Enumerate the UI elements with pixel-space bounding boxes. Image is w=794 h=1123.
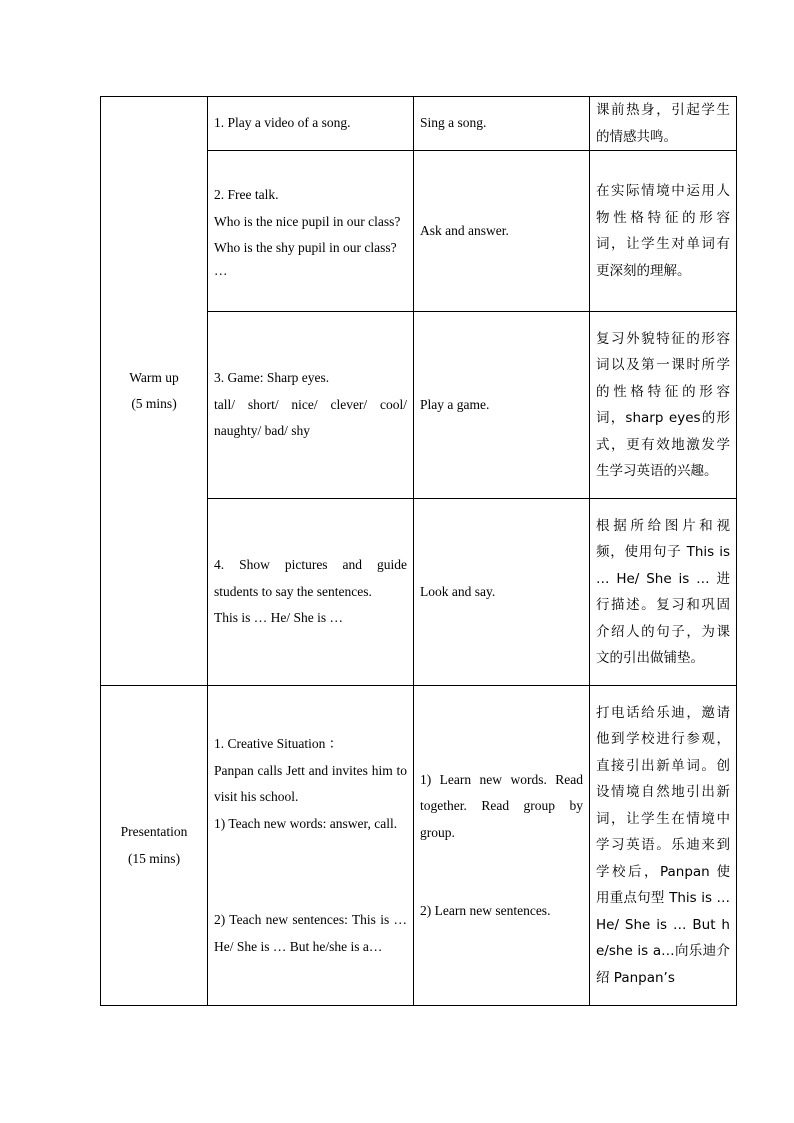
purpose-text: 复习外貌特征的形容词以及第一课时所学的性格特征的形容词，sharp eyes的形式，更有效地激发学生学习英语的兴趣。	[596, 330, 730, 479]
teacher-activity-line: 3. Game: Sharp eyes.	[214, 370, 330, 386]
teacher-activity-line: 2) Teach new sentences: This is … He/ She is … But he/she is a…	[214, 912, 407, 954]
teacher-activity-line: 1. Play a video of a song.	[214, 115, 351, 131]
student-activity-text: Ask and answer.	[420, 222, 509, 238]
student-activity-text: Play a game.	[420, 396, 490, 412]
student-activity-cell	[414, 97, 590, 151]
student-activity-cell	[414, 686, 590, 1006]
purpose-text: 根据所给图片和视频，使用句子 This is … He/ She is … 进行描述。复习和巩固介绍人的句子，为课文的引出做铺垫。	[596, 517, 730, 666]
teacher-activity-line: Panpan calls Jett and invites him to visit his school.	[214, 762, 407, 804]
teacher-activity-cell	[208, 151, 414, 312]
purpose-cell	[590, 499, 737, 686]
teacher-activity-line: Who is the nice pupil in our class?	[214, 213, 401, 229]
student-activity-text: Sing a song.	[420, 115, 487, 131]
purpose-cell	[590, 686, 737, 1006]
student-activity-cell	[414, 151, 590, 312]
teacher-activity-line: …	[214, 262, 228, 278]
lesson-plan-table	[100, 96, 737, 1006]
spacer	[214, 837, 407, 907]
stage-time: (5 mins)	[131, 396, 177, 411]
stage-name: Warm up	[129, 369, 179, 385]
teacher-activity-cell	[208, 312, 414, 499]
stage-name: Presentation	[120, 824, 188, 839]
teacher-activity-cell	[208, 97, 414, 151]
purpose-cell	[590, 151, 737, 312]
teacher-activity-line: tall/ short/ nice/ clever/ cool/ naughty/ bad/ shy	[214, 396, 407, 439]
purpose-text: 课前热身，引起学生的情感共鸣。	[596, 102, 730, 145]
purpose-cell	[590, 312, 737, 499]
stage-cell-warm-up	[101, 97, 208, 686]
purpose-cell	[590, 97, 737, 151]
teacher-activity-line: This is … He/ She is …	[214, 610, 344, 626]
student-activity-line: 1) Learn new words. Read together. Read group by group.	[420, 771, 583, 840]
table-row	[101, 97, 737, 151]
student-activity-text: Look and say.	[420, 583, 496, 599]
teacher-activity-line: 4. Show pictures and guide students to say the sentences.	[214, 557, 407, 599]
teacher-activity-line: 1. Creative Situation ：	[214, 736, 343, 751]
stage-cell-presentation	[101, 686, 208, 1006]
teacher-activity-line: Who is the shy pupil in our class?	[214, 240, 397, 256]
student-activity-cell	[414, 312, 590, 499]
table-row	[101, 686, 737, 1006]
teacher-activity-cell	[208, 686, 414, 1006]
teacher-activity-cell	[208, 499, 414, 686]
purpose-text: 在实际情境中运用人物性格特征的形容词，让学生对单词有更深刻的理解。	[596, 183, 730, 279]
teacher-activity-line: 2. Free talk.	[214, 187, 279, 203]
stage-time: (15 mins)	[127, 850, 181, 866]
teacher-activity-line: 1) Teach new words: answer, call.	[214, 815, 398, 831]
purpose-text: 打电话给乐迪，邀请他到学校进行参观，直接引出新单词。创设情境自然地引出新词，让学生在情境中学习英语。乐迪来到学校后，Panpan 使用重点句型 This is … He/ She is … But he/she is a…向乐迪介绍 Panpan’s	[596, 704, 730, 986]
student-activity-line: 2) Learn new sentences.	[420, 903, 551, 918]
spacer	[420, 846, 583, 898]
student-activity-cell	[414, 499, 590, 686]
